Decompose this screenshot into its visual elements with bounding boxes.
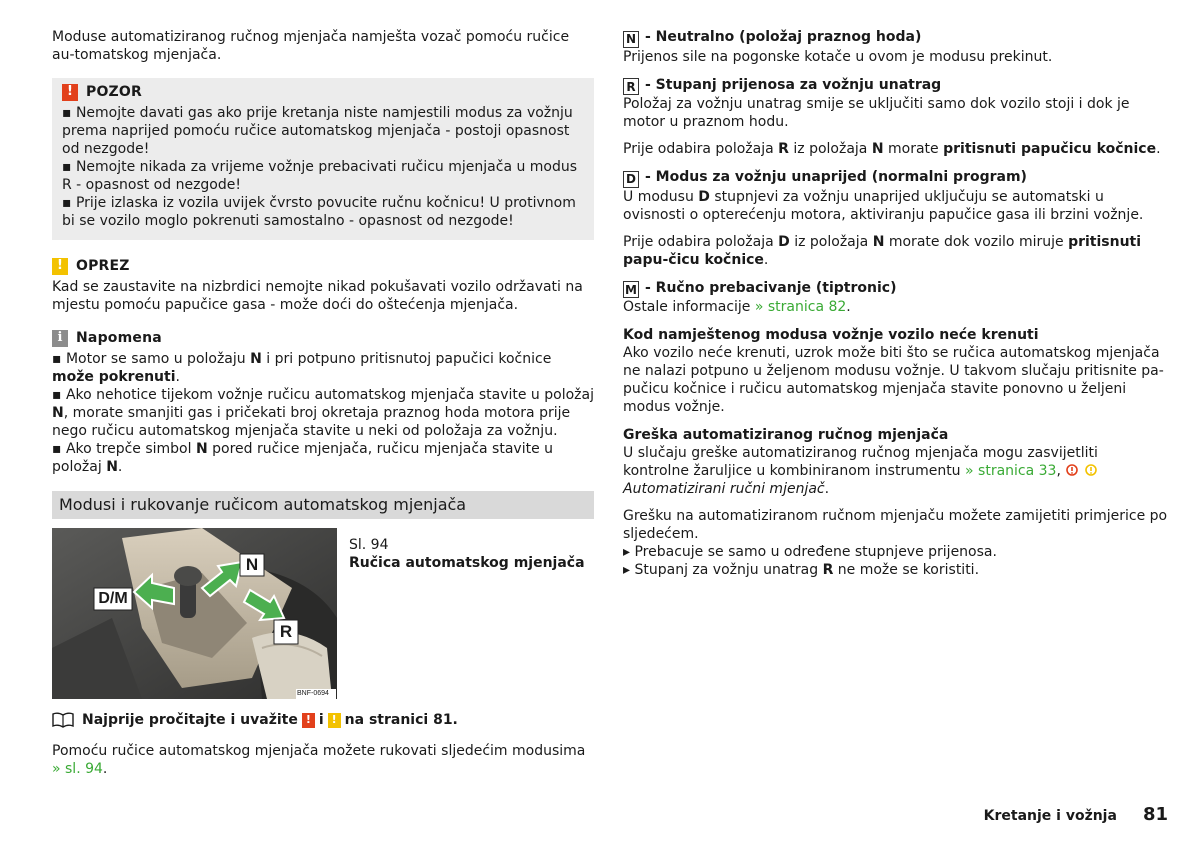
caution-icon: ! [328,713,341,728]
mode-r-text2: Prije odabira položaja R iz položaja N morate pritisnuti papučicu kočnice. [623,141,1161,157]
caution-icon: ! [52,258,68,275]
mode-r-title: R - Stupanj prijenosa za vožnju unatrag [623,76,1168,96]
paragraph: Ako vozilo neće krenuti, uzrok može biti što se ručica automatskog mjenjača ne nalazi potpuno u željenom modusu vožnje. U takvom slučaju pritisnite pa-pučicu kočnice i ručicu automatskog mjenjača stavite ponovno u željeni modus vožnje. [623,345,1164,415]
mode-r-key: R [623,78,639,95]
mode-d-title: D - Modus za vožnju unaprijed (normalni program) [623,168,1168,188]
note-header [52,328,594,348]
caution-header [52,256,594,276]
figure [52,528,594,699]
page-link[interactable]: » stranica 82 [754,299,847,315]
right-column [623,26,1168,579]
warning-icon: ! [62,84,78,101]
left-column [52,26,594,778]
note-item: ▪ Motor se samo u položaju N i pri potpuno pritisnutoj papučici kočnice može pokrenuti. [52,351,552,385]
figure-link[interactable]: » sl. 94 [52,761,103,777]
label-n: N [245,555,259,574]
page-number: 81 [1142,804,1168,825]
warning-item: ▪ Nemojte nikada za vrijeme vožnje prebacivati ručicu mjenjača u modus R - opasnost od nezgode! [62,159,578,193]
gear-lever-image [52,528,337,699]
figure-code: BNF-0694 [297,690,329,697]
note-block [52,328,594,476]
gear-warning-icon [1065,463,1079,477]
read-first-note: Najprije pročitajte i uvažite ! i ! na stranici 81. [52,711,594,729]
warning-item: ▪ Nemojte davati gas ako prije kretanja niste namjestili modus za vožnju prema naprijed pomoću ručice automatskog mjenjača - postoji opasnost od nezgode! [62,105,573,157]
figure-caption [349,536,585,699]
lamp-warning-icon [1084,463,1098,477]
warning-box [52,78,594,240]
figure-title: Ručica automatskog mjenjača [349,555,585,571]
book-icon [52,712,74,728]
mode-m-title: M - Ručno prebacivanje (tiptronic) [623,279,1168,299]
mode-r-text: Položaj za vožnju unatrag smije se uključiti samo dok vozilo stoji i dok je motor u praznom hodu. [623,96,1130,130]
footer-title: Kretanje i vožnja [983,808,1117,824]
note-item: ▪ Ako trepče simbol N pored ručice mjenjača, ručicu mjenjača stavite u položaj N. [52,441,554,475]
caution-block [52,256,594,314]
mode-d-text: U modusu D stupnjevi za vožnju unaprijed uključuju se automatski u ovisnosti o opterećenju motora, aktiviranju papučice gasa ili brzini vožnje. [623,188,1144,223]
warning-icon: ! [302,713,315,728]
section-title: Modusi i rukovanje ručicom automatskog mjenjača [52,491,594,519]
mode-d-text2: Prije odabira položaja D iz položaja N morate dok vozilo miruje pritisnuti papu-čicu kočnice. [623,233,1142,268]
warning-label: POZOR [86,84,142,100]
page-footer [984,806,1168,825]
mode-m-key: M [623,281,639,298]
outro-text: Pomoću ručice automatskog mjenjača možete rukovati sljedećim modusima » sl. 94. [52,743,586,777]
info-icon: i [52,330,68,347]
intro-text: Moduse automatiziranog ručnog mjenjača namješta vozač pomoću ručice au-tomatskog mjenjača. [52,29,570,63]
caution-label: OPREZ [76,258,130,274]
bullet-item: ▸ Stupanj za vožnju unatrag R ne može se koristiti. [623,562,980,578]
subheading: Greška automatiziranog ručnog mjenjača [623,427,949,443]
warning-header [62,82,584,102]
label-r: R [279,622,293,641]
label-dm: D/M [98,590,128,607]
mode-m-text: Ostale informacije » stranica 82. [623,299,851,315]
mode-n-text: Prijenos sile na pogonske kotače u ovom je modusu prekinut. [623,48,1053,65]
subheading: Kod namještenog modusa vožnje vozilo neće krenuti [623,327,1039,343]
page-link[interactable]: » stranica 33 [965,463,1057,479]
caution-text: Kad se zaustavite na nizbrdici nemojte nikad pokušavati vozilo održavati na mjestu pomoću papučice gasa - može doći do oštećenja mjenjača. [52,279,583,313]
paragraph: Grešku na automatiziranom ručnom mjenjaču možete zamijetiti primjerice po sljedećem. [623,508,1168,542]
paragraph: U slučaju greške automatiziranog ručnog mjenjača mogu zasvijetliti kontrolne žaruljice u kombiniranom instrumentu » stranica 33, Automatizirani ručni mjenjač. [623,445,1098,497]
bullet-item: ▸ Prebacuje se samo u određene stupnjeve prijenosa. [623,544,997,560]
figure-number: Sl. 94 [349,537,389,553]
mode-n-key: N [623,31,639,48]
mode-d-key: D [623,171,639,188]
mode-n-title: N - Neutralno (položaj praznog hoda) [623,28,1168,48]
note-label: Napomena [76,330,162,346]
note-item: ▪ Ako nehotice tijekom vožnje ručicu automatskog mjenjača stavite u položaj N, morate smanjiti gas i pričekati broj okretaja praznog hoda motora prije nego ručicu automatskog mjenjača stavite u neki od položaja za vožnju. [52,387,594,439]
warning-item: ▪ Prije izlaska iz vozila uvijek čvrsto povucite ručnu kočnicu! U protivnom bi se vozilo moglo pokrenuti samostalno - opasnost od nezgode! [62,195,576,229]
